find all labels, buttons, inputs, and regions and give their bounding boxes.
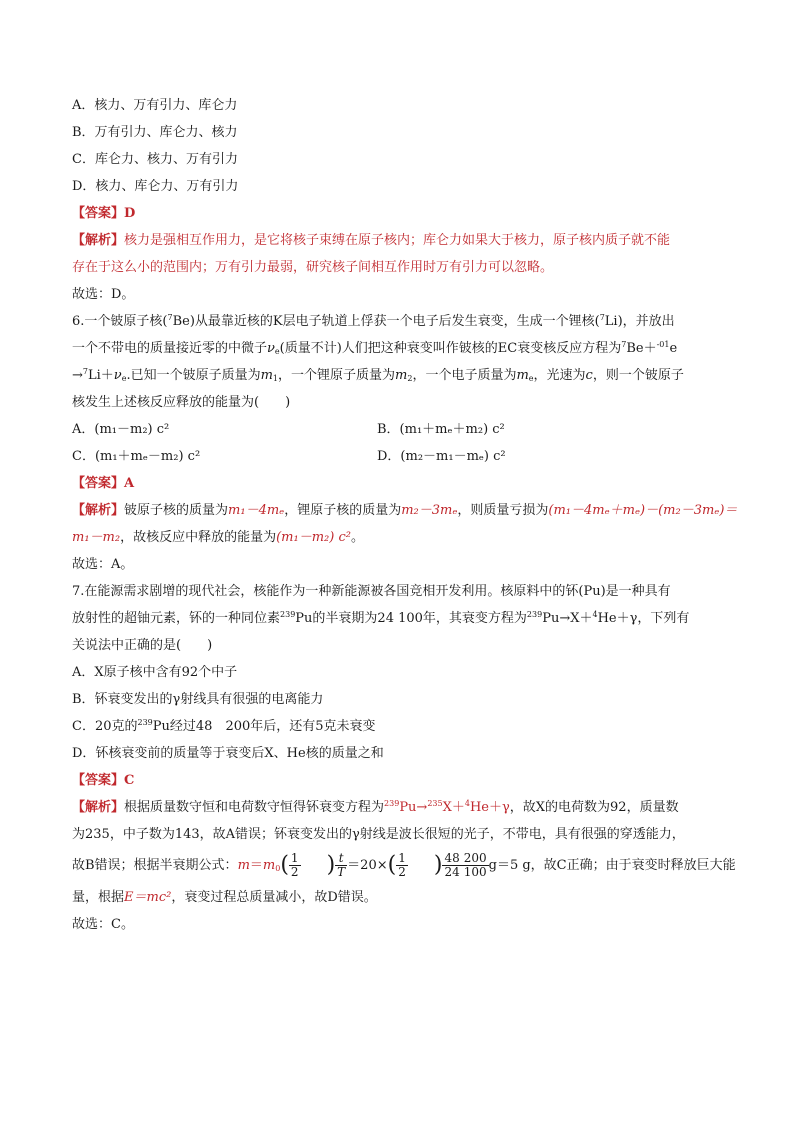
q5-answer: [72, 200, 732, 227]
answer-tag: 【答案】: [72, 773, 125, 788]
q6-option-a: A．(m₁－m₂) c²: [72, 422, 170, 437]
q7-stem-line-3: 关说法中正确的是( ): [72, 638, 213, 653]
q6-analysis-line-1: 【解析】铍原子核的质量为m₁－4mₑ，锂原子核的质量为m₂－3mₑ，则质量亏损为(m₁－4mₑ＋mₑ)－(m₂－3mₑ)＝: [72, 503, 738, 518]
q7-answer: [72, 767, 732, 794]
q7-analysis-line-4: 量，根据E＝mc²，衰变过程总质量减小，故D错误。: [72, 890, 377, 905]
q5-option-b: B．万有引力、库仑力、核力: [72, 125, 238, 140]
q7-option-d: D．钚核衰变前的质量等于衰变后X、He核的质量之和: [72, 746, 384, 761]
q5-analysis-line-1: 【解析】核力是强相互作用力，是它将核子束缚在原子核内；库仑力如果大于核力，原子核内质子就不能: [72, 233, 671, 248]
q5-choice: 故选：D。: [72, 287, 135, 302]
answer-value: A: [124, 476, 135, 491]
q6-options-row-2: [72, 443, 732, 470]
q6-stem-line-2: 一个不带电的质量接近零的中微子$\nu_e$(质量不计)人们把这种衰变叫作铍核的EC衰变核反应方程为$^7$Be＋$^{-01}$e: [72, 340, 678, 356]
q6-option-d: D．(m₂－m₁－mₑ) c²: [377, 449, 506, 464]
q5-option-c: C．库仑力、核力、万有引力: [72, 152, 238, 167]
q5-option-d: D．核力、库仑力、万有引力: [72, 179, 239, 194]
document-page: [72, 92, 738, 938]
half-fraction: $\frac{1}{2}$: [290, 851, 299, 879]
q6-answer: [72, 470, 732, 497]
q6-option-c: C．(m₁＋mₑ－m₂) c²: [72, 449, 201, 464]
analysis-tag: 【解析】: [72, 800, 125, 815]
q5-analysis-line-2: 存在于这么小的范围内；万有引力最弱，研究核子间相互作用时万有引力可以忽略。: [72, 260, 554, 275]
q6-stem-line-3: $\to^7Li+\nu_e$.已知一个铍原子质量为$m_1$，一个锂原子质量为$m_2$，一个电子质量为$m_e$，光速为c，则一个铍原子: [72, 367, 684, 383]
half-fraction-2: $\frac{1}{2}$: [398, 851, 406, 879]
analysis-tag: 【解析】: [72, 503, 125, 518]
q7-choice: 故选：C。: [72, 917, 134, 932]
q7-stem-line-2: 放射性的超铀元素，钚的一种同位素$^{239}$Pu的半衰期为24 100年，其衰变方程为$^{239}$Pu→X＋$^4$He＋γ，下列有: [72, 610, 690, 626]
answer-value: D: [124, 206, 136, 221]
q6-stem-line-4: 核发生上述核反应释放的能量为( ): [72, 395, 291, 410]
q5-option-a: A．核力、万有引力、库仑力: [72, 98, 238, 113]
q7-option-c: C．20克的$^{239}$Pu经过48 200年后，还有5克未衰变: [72, 718, 376, 734]
exponent-fraction-b: $\frac{200}{100}$: [463, 851, 487, 879]
q7-analysis-line-1: 【解析】根据质量数守恒和电荷数守恒得钚衰变方程为$^{239}$Pu→$^{235}$X＋$^4$He＋γ，故X的电荷数为92，质量数: [72, 799, 679, 815]
q7-option-b: B．钚衰变发出的γ射线具有很强的电离能力: [72, 692, 324, 707]
answer-value: C: [124, 773, 135, 788]
analysis-tag: 【解析】: [72, 233, 125, 248]
q7-option-a: A．X原子核中含有92个中子: [72, 665, 238, 680]
q6-options-row-1: [72, 416, 732, 443]
q7-stem-line-1: 7.在能源需求剧增的现代社会，核能作为一种新能源被各国竞相开发利用。核原料中的钚(Pu)是一种具有: [72, 584, 671, 599]
exponent-fraction-a: $\frac{48}{24}$: [444, 851, 460, 879]
q6-choice: 故选：A。: [72, 557, 134, 572]
q7-analysis-line-3: 故B错误；根据半衰期公式：$m=m_0$( $\frac{1}{2}$ ) $\frac{t}{T}$ ＝20×( $\frac{1}{2}$ ) $\frac{48}{24}$ $\frac{200}{100}$ g＝5 g，故C正确；由于衰变时释放巨大能: [72, 851, 736, 879]
q6-stem-line-1: 6.一个铍原子核($^7$Be)从最靠近核的K层电子轨道上俘获一个电子后发生衰变，生成一个锂核($^7$Li)，并放出: [72, 313, 675, 329]
q6-option-b: B．(m₁＋mₑ＋m₂) c²: [377, 422, 505, 437]
exponent-fraction: $\frac{t}{T}$: [337, 851, 346, 879]
q6-analysis-line-2: m₁－m₂，故核反应中释放的能量为(m₁－m₂) c²。: [72, 530, 364, 545]
answer-tag: 【答案】: [72, 476, 125, 491]
answer-tag: 【答案】: [72, 206, 125, 221]
q7-analysis-line-2: 为235，中子数为143，故A错误；钚衰变发出的γ射线是波长很短的光子，不带电，具有很强的穿透能力，: [72, 827, 685, 842]
